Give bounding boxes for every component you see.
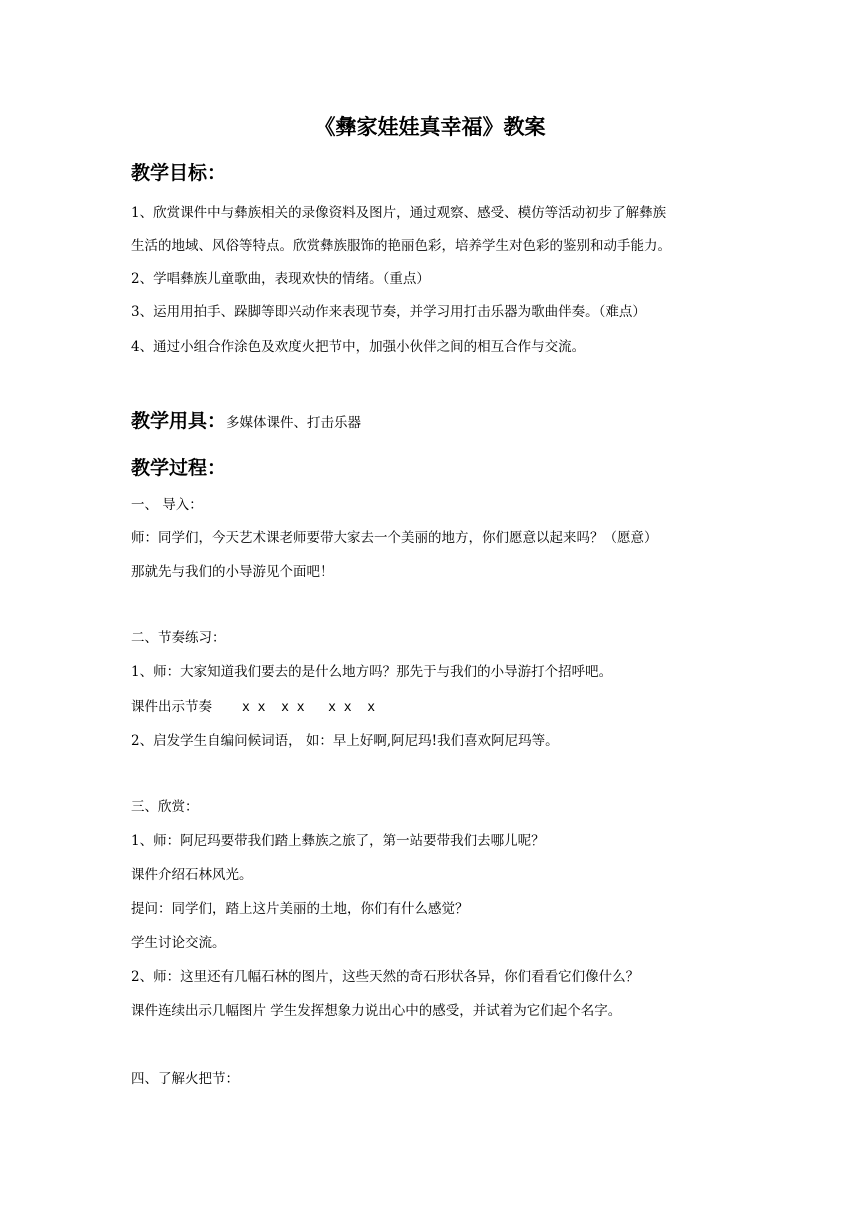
section2-line-2: 2、启发学生自编问候词语， 如：早上好啊,阿尼玛!我们喜欢阿尼玛等。 — [131, 733, 559, 749]
objective-line-2: 生活的地域、风俗等特点。欣赏彝族服饰的艳丽色彩，培养学生对色彩的鉴别和动手能力。 — [131, 238, 671, 254]
rhythm-line — [131, 697, 375, 718]
tools-heading: 教学用具： — [131, 410, 227, 432]
process-heading: 教学过程： — [131, 457, 227, 479]
tools-text: 多媒体课件、打击乐器 — [226, 415, 362, 431]
section3-line-2: 课件介绍石林风光。 — [131, 867, 253, 883]
section3-line-1: 1、师：阿尼玛要带我们踏上彝族之旅了，第一站要带我们去哪儿呢？ — [131, 833, 545, 849]
section3-line-4: 学生讨论交流。 — [131, 935, 226, 951]
objective-line-4: 3、运用用拍手、跺脚等即兴动作来表现节奏，并学习用打击乐器为歌曲伴奏。（难点） — [131, 304, 646, 320]
tools-section — [131, 408, 361, 436]
section1-heading: 一、 导入： — [131, 497, 203, 513]
document-title: 《彝家娃娃真幸福》教案 — [314, 114, 546, 139]
section3-line-3: 提问：同学们，踏上这片美丽的土地，你们有什么感觉？ — [131, 901, 469, 917]
section3-heading: 三、欣赏： — [131, 799, 199, 815]
objective-line-3: 2、学唱彝族儿童歌曲，表现欢快的情绪。（重点） — [131, 271, 430, 287]
section4-heading: 四、了解火把节： — [131, 1071, 239, 1087]
section2-line-1: 1、师：大家知道我们要去的是什么地方吗？那先于与我们的小导游打个招呼吧。 — [131, 664, 613, 680]
rhythm-label: 课件出示节奏 — [131, 699, 212, 715]
section1-line-2: 那就先与我们的小导游见个面吧！ — [131, 564, 334, 580]
objective-line-5: 4、通过小组合作涂色及欢度火把节中，加强小伙伴之间的相互合作与交流。 — [131, 339, 586, 355]
section2-heading: 二、节奏练习： — [131, 630, 226, 646]
objectives-heading: 教学目标： — [131, 162, 227, 184]
rhythm-pattern: x x x x x x x — [242, 700, 376, 715]
section3-line-5: 2、师：这里还有几幅石林的图片，这些天然的奇石形状各异，你们看看它们像什么？ — [131, 969, 640, 985]
section1-line-1: 师：同学们，今天艺术课老师要带大家去一个美丽的地方，你们愿意以起来吗？（愿意） — [131, 530, 658, 546]
section3-line-6: 课件连续出示几幅图片 学生发挥想象力说出心中的感受，并试着为它们起个名字。 — [131, 1003, 622, 1019]
objective-line-1: 1、欣赏课件中与彝族相关的录像资料及图片，通过观察、感受、模仿等活动初步了解彝族 — [131, 205, 667, 221]
